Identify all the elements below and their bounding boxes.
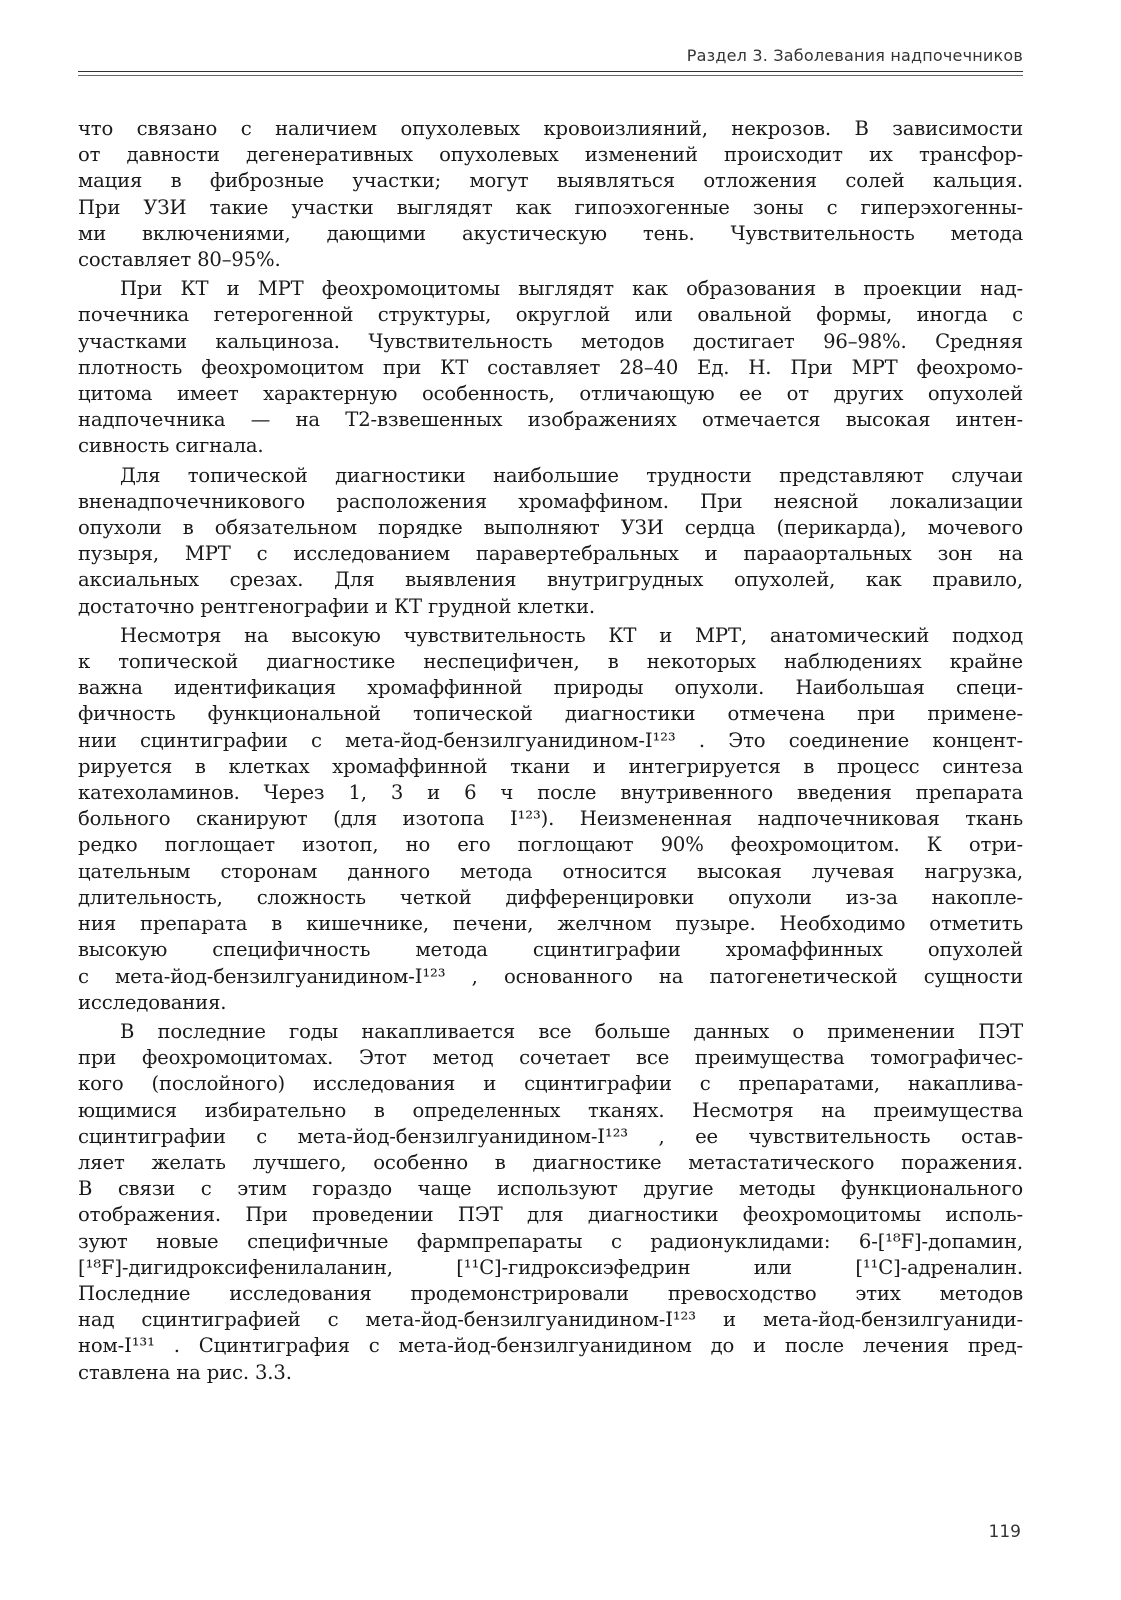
paragraph [78, 276, 1023, 459]
text-line: плотность феохромоцитом при КТ составляет 28–40 Ед. Н. При МРТ феохромо- [78, 355, 1023, 379]
body-text [78, 116, 1023, 1389]
text-line: над сцинтиграфией с мета-йод-бензилгуанидином-I¹²³ и мета-йод-бензилгуаниди- [78, 1308, 1023, 1332]
paragraph [78, 463, 1023, 620]
text-line: рируется в клетках хромаффинной ткани и интегрируется в процесс синтеза [78, 754, 1023, 778]
text-line: пузыря, МРТ с исследованием паравертебральных и парааортальных зон на [78, 542, 1023, 566]
text-line: участками кальциноза. Чувствительность методов достигает 96–98%. Средняя [78, 329, 1023, 353]
text-line: При КТ и МРТ феохромоцитомы выглядят как образования в проекции над- [120, 277, 1023, 301]
running-header: Раздел 3. Заболевания надпочечников [686, 46, 1023, 65]
text-line: сцинтиграфии с мета-йод-бензилгуанидином-I¹²³ , ее чувствительность остав- [78, 1124, 1023, 1148]
text-line: составляет 80–95%. [78, 248, 281, 272]
text-line: зуют новые специфичные фармпрепараты с радионуклидами: 6-[¹⁸F]-допамин, [78, 1229, 1023, 1253]
text-line: высокую специфичность метода сцинтиграфии хромаффинных опухолей [78, 938, 1023, 962]
text-line: длительность, сложность четкой дифференцировки опухоли из-за накопле- [78, 885, 1023, 909]
page-number: 119 [988, 1522, 1021, 1542]
text-line: ляет желать лучшего, особенно в диагностике метастатического поражения. [78, 1150, 1023, 1174]
text-line: исследования. [78, 990, 227, 1014]
text-line: ния препарата в кишечнике, печени, желчном пузыре. Необходимо отметить [78, 912, 1023, 936]
text-line: вненадпочечникового расположения хромаффином. При неясной локализации [78, 489, 1023, 513]
text-line: нии сцинтиграфии с мета-йод-бензилгуанидином-I¹²³ . Это соединение концент- [78, 728, 1023, 752]
text-line: мация в фиброзные участки; могут выявляться отложения солей кальция. [78, 169, 1023, 193]
text-line: с мета-йод-бензилгуанидином-I¹²³ , основанного на патогенетической сущности [78, 964, 1023, 988]
text-line: почечника гетерогенной структуры, округлой или овальной формы, иногда с [78, 303, 1023, 327]
text-line: цательным сторонам данного метода относится высокая лучевая нагрузка, [78, 859, 1023, 883]
text-line: В связи с этим гораздо чаще используют другие методы функционального [78, 1177, 1023, 1201]
text-line: цитома имеет характерную особенность, отличающую ее от других опухолей [78, 382, 1023, 406]
paragraph [78, 623, 1023, 1016]
text-line: катехоламинов. Через 1, 3 и 6 ч после внутривенного введения препарата [78, 781, 1023, 805]
text-line: Последние исследования продемонстрировали превосходство этих методов [78, 1281, 1023, 1305]
text-line: от давности дегенеративных опухолевых изменений происходит их трансфор- [78, 143, 1023, 167]
text-line: кого (послойного) исследования и сцинтиграфии с препаратами, накаплива- [78, 1072, 1023, 1096]
text-line: достаточно рентгенографии и КТ грудной клетки. [78, 594, 596, 618]
text-line: надпочечника — на Т2-взвешенных изображениях отмечается высокая интен- [78, 408, 1023, 432]
text-line: ном-I¹³¹ . Сцинтиграфия с мета-йод-бензилгуанидином до и после лечения пред- [78, 1334, 1023, 1358]
text-line: при феохромоцитомах. Этот метод сочетает все преимущества томографичес- [78, 1046, 1023, 1070]
text-line: больного сканируют (для изотопа I¹²³). Неизмененная надпочечниковая ткань [78, 807, 1023, 831]
text-line: ющимися избирательно в определенных тканях. Несмотря на преимущества [78, 1098, 1023, 1122]
text-line: [¹⁸F]-дигидроксифенилаланин, [¹¹C]-гидроксиэфедрин или [¹¹C]-адреналин. [78, 1255, 1023, 1279]
text-line: опухоли в обязательном порядке выполняют УЗИ сердца (перикарда), мочевого [78, 516, 1023, 540]
header-rule [78, 71, 1023, 72]
text-line: При УЗИ такие участки выглядят как гипоэхогенные зоны с гиперэхогенны- [78, 195, 1023, 219]
text-line: В последние годы накапливается все больше данных о применении ПЭТ [120, 1019, 1023, 1043]
header-rule-secondary [78, 75, 1023, 76]
text-line: к топической диагностике неспецифичен, в некоторых наблюдениях крайне [78, 650, 1023, 674]
text-line: что связано с наличием опухолевых кровоизлияний, некрозов. В зависимости [78, 117, 1023, 140]
text-line: Несмотря на высокую чувствительность КТ и МРТ, анатомический подход [120, 623, 1023, 647]
text-line: ми включениями, дающими акустическую тень. Чувствительность метода [78, 221, 1023, 245]
text-line: редко поглощает изотоп, но его поглощают 90% феохромоцитом. К отри- [78, 833, 1023, 857]
paragraph [78, 1019, 1023, 1386]
paragraph [78, 116, 1023, 273]
text-line: важна идентификация хромаффинной природы опухоли. Наибольшая специ- [78, 676, 1023, 700]
text-line: ставлена на рис. 3.3. [78, 1360, 292, 1384]
text-line: Для топической диагностики наибольшие трудности представляют случаи [120, 463, 1023, 487]
text-line: сивность сигнала. [78, 434, 264, 458]
text-line: аксиальных срезах. Для выявления внутригрудных опухолей, как правило, [78, 568, 1023, 592]
text-line: фичность функциональной топической диагностики отмечена при примене- [78, 702, 1023, 726]
text-line: отображения. При проведении ПЭТ для диагностики феохромоцитомы исполь- [78, 1203, 1023, 1227]
